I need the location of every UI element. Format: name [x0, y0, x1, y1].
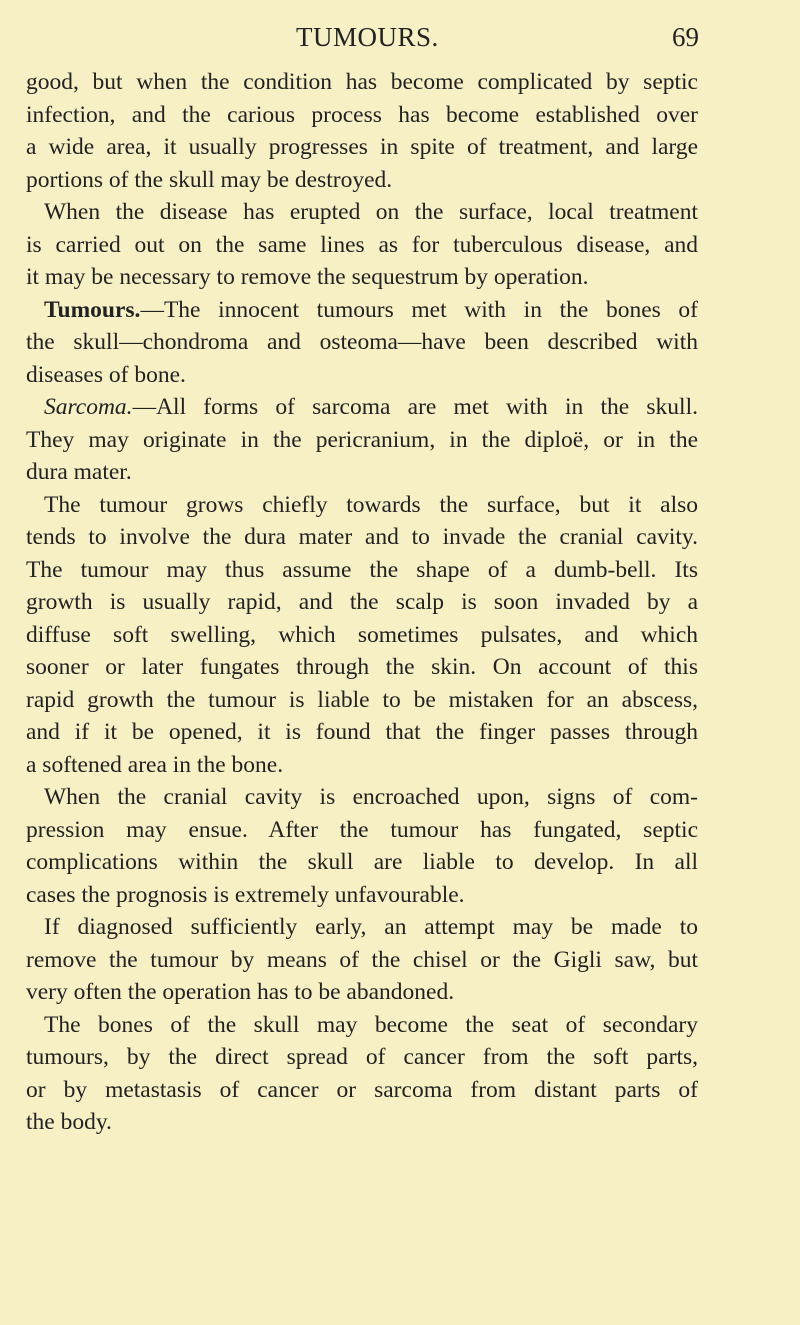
text-line — [26, 586, 698, 619]
line-text: diffuse soft swelling, which sometimes pulsates, and which — [26, 621, 698, 648]
line-text: remove the tumour by means of the chisel or the Gigli saw, but — [26, 946, 698, 973]
line-text: a softened area in the bone. — [26, 751, 284, 778]
text-line — [26, 846, 698, 879]
line-text: The bones of the skull may become the seat of secondary — [44, 1011, 698, 1038]
line-text: and if it be opened, it is found that the finger passes through — [26, 719, 698, 745]
line-text: complications within the skull are liable to develop. In all — [26, 849, 698, 875]
line-text: good, but when the condition has become complicated by septic — [26, 69, 698, 95]
text-line — [26, 326, 698, 359]
text-line — [26, 164, 698, 197]
line-text: tends to involve the dura mater and to invade the cranial cavity. — [26, 524, 698, 550]
line-text: The tumour grows chiefly towards the surface, but it also — [44, 491, 698, 518]
text-line — [26, 619, 698, 652]
text-line — [26, 1009, 698, 1042]
text-line — [26, 814, 698, 847]
text-line — [26, 879, 698, 912]
text-line — [26, 1106, 698, 1139]
line-text: very often the operation has to be abandoned. — [26, 979, 455, 1005]
text-line — [26, 521, 698, 554]
page-header — [0, 18, 800, 58]
line-text: cases the prognosis is extremely unfavourable. — [26, 881, 465, 908]
text-line — [26, 911, 698, 944]
line-text: tumours, by the direct spread of cancer from the soft parts, — [26, 1044, 698, 1070]
text-line — [26, 781, 698, 814]
text-line — [26, 944, 698, 977]
text-line — [26, 424, 698, 457]
line-text: infection, and the carious process has become established over — [26, 101, 698, 128]
text-line — [26, 1074, 698, 1107]
line-text: —The innocent tumours met with in the bones of — [140, 296, 698, 323]
text-line — [26, 554, 698, 587]
text-line — [26, 684, 698, 717]
section-heading: Sarcoma. — [44, 394, 133, 420]
line-text: or by metastasis of cancer or sarcoma from distant parts of — [26, 1076, 698, 1103]
text-line — [26, 1041, 698, 1074]
line-text: When the disease has erupted on the surface, local treatment — [44, 199, 698, 225]
line-text: it may be necessary to remove the sequestrum by operation. — [26, 264, 589, 290]
body-text — [26, 66, 698, 1139]
line-text: pression may ensue. After the tumour has fungated, septic — [26, 816, 698, 843]
text-line — [26, 359, 698, 392]
line-text: the body. — [26, 1109, 112, 1135]
text-line — [26, 131, 698, 164]
text-line — [26, 99, 698, 132]
line-text: portions of the skull may be destroyed. — [26, 166, 393, 193]
running-title: TUMOURS. — [296, 22, 439, 52]
section-heading: Tumours. — [44, 296, 141, 323]
line-text: a wide area, it usually progresses in spite of treatment, and large — [26, 134, 698, 160]
line-text: growth is usually rapid, and the scalp is soon invaded by a — [26, 589, 698, 615]
text-line — [26, 196, 698, 229]
line-text: If diagnosed sufficiently early, an attempt may be made to — [44, 914, 698, 940]
line-text: is carried out on the same lines as for tuberculous disease, and — [26, 231, 698, 258]
text-line — [26, 391, 698, 424]
text-line — [26, 261, 698, 294]
text-line — [26, 456, 698, 489]
line-text: dura mater. — [26, 459, 132, 485]
text-line — [26, 294, 698, 327]
page-number: 69 — [672, 22, 699, 52]
line-text: diseases of bone. — [26, 361, 186, 388]
text-line — [26, 489, 698, 522]
text-line — [26, 976, 698, 1009]
line-text: —All forms of sarcoma are met with in the skull. — [132, 394, 698, 420]
line-text: When the cranial cavity is encroached upon, signs of com- — [44, 784, 698, 810]
text-line — [26, 229, 698, 262]
line-text: sooner or later fungates through the skin. On account of this — [26, 654, 698, 680]
line-text: the skull—chondroma and osteoma—have been described with — [26, 329, 698, 355]
line-text: The tumour may thus assume the shape of a dumb-bell. Its — [26, 556, 698, 583]
line-text: rapid growth the tumour is liable to be mistaken for an abscess, — [26, 686, 698, 713]
line-text: They may originate in the pericranium, in the diploë, or in the — [26, 426, 698, 453]
text-line — [26, 66, 698, 99]
text-line — [26, 749, 698, 782]
text-line — [26, 651, 698, 684]
text-line — [26, 716, 698, 749]
